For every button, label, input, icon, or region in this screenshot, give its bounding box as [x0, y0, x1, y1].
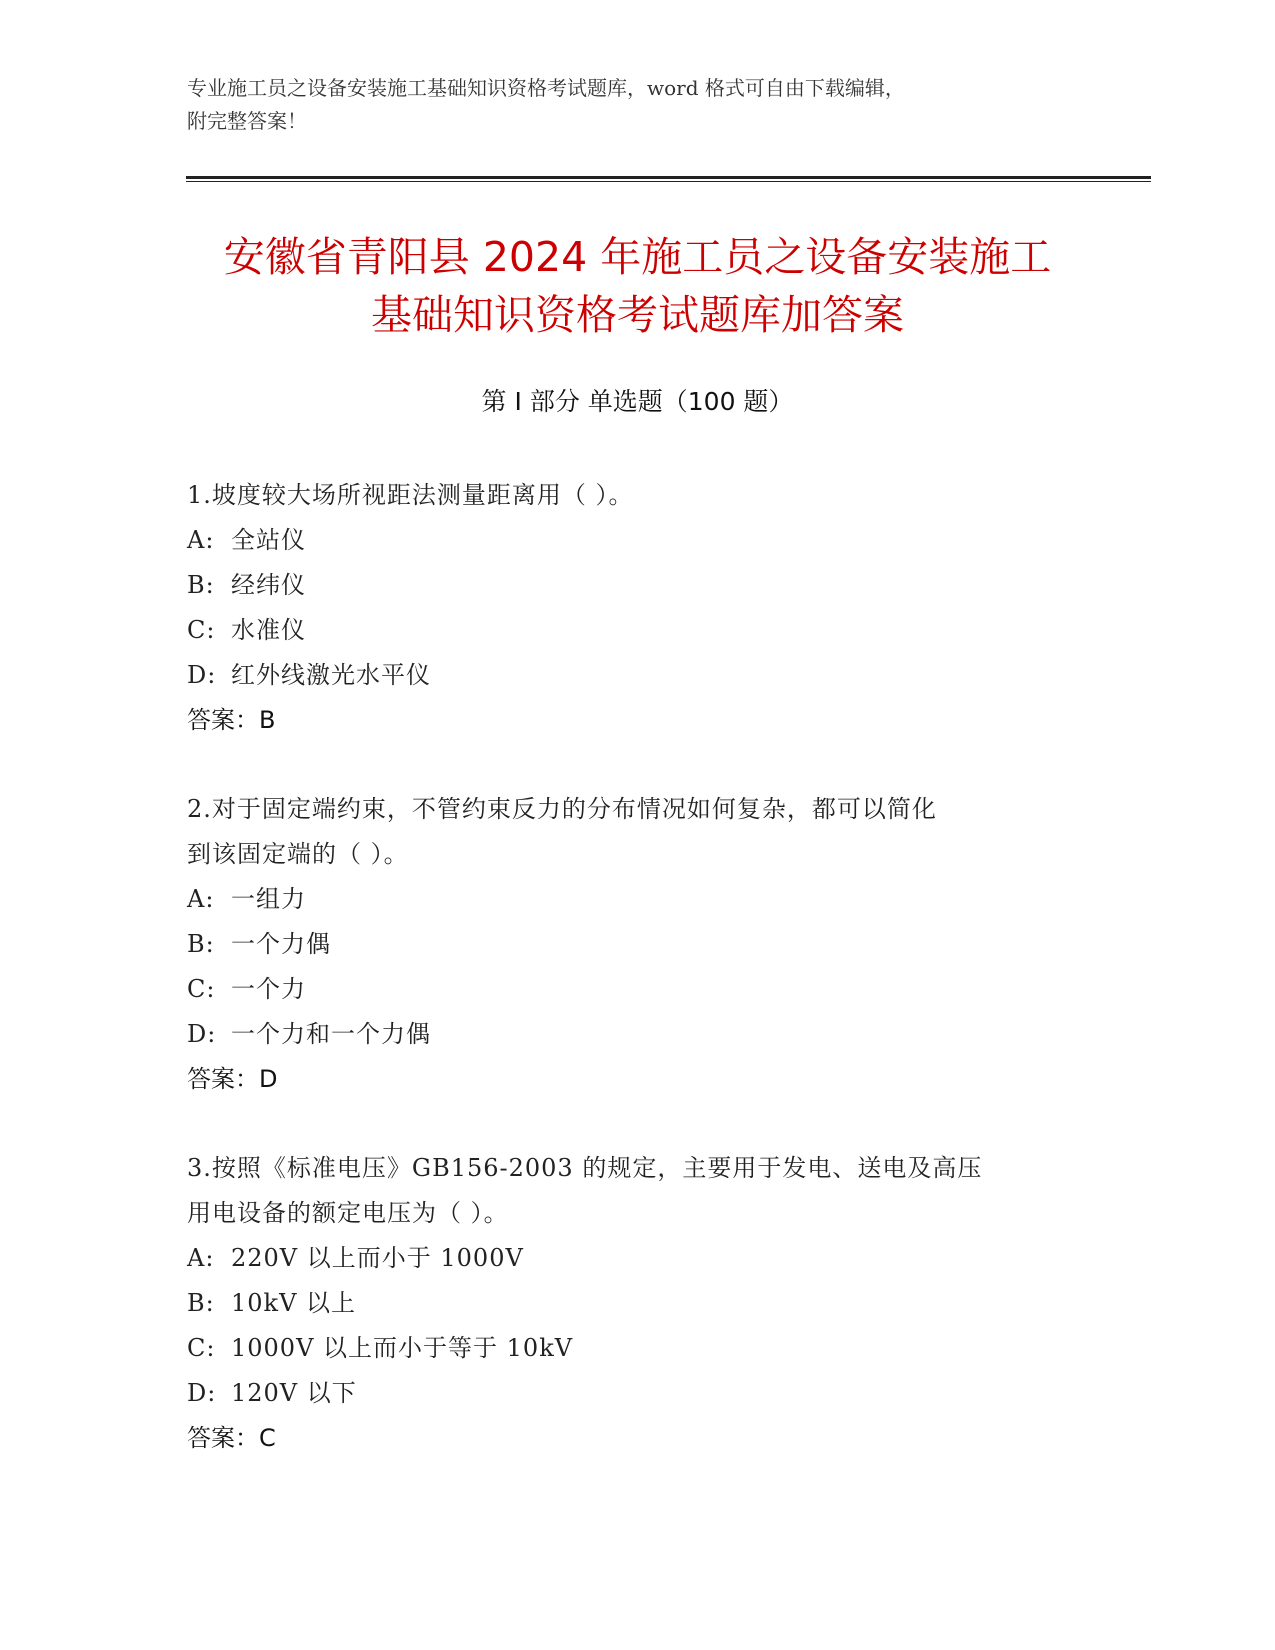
question-stem: 3.按照《标准电压》GB156-2003 的规定，主要用于发电、送电及高压	[187, 1154, 983, 1182]
question-stem-continuation: 到该固定端的（ ）。	[187, 840, 409, 868]
option-label: A:	[187, 885, 215, 913]
header-divider-thin	[186, 181, 1151, 182]
option-text: 经纬仪	[231, 571, 306, 599]
option-d	[187, 653, 1077, 698]
question-stem-continuation: 用电设备的额定电压为（ ）。	[187, 1199, 509, 1227]
question-item	[187, 1146, 1077, 1461]
question-item	[187, 473, 1077, 743]
option-text: 一个力和一个力偶	[231, 1020, 431, 1048]
question-stem: 1.坡度较大场所视距法测量距离用（ ）。	[187, 481, 634, 509]
option-b	[187, 1281, 1077, 1326]
option-text: 220V 以上而小于 1000V	[231, 1244, 524, 1272]
option-label: B:	[187, 930, 215, 958]
header-note	[187, 72, 1087, 138]
question-item	[187, 787, 1077, 1102]
option-text: 一个力偶	[231, 930, 331, 958]
option-c	[187, 1326, 1077, 1371]
option-b	[187, 563, 1077, 608]
answer-line: 答案：B	[187, 706, 276, 734]
option-text: 水准仪	[231, 616, 306, 644]
option-text: 全站仪	[231, 526, 306, 554]
option-label: C:	[187, 1334, 216, 1362]
option-label: A:	[187, 1244, 215, 1272]
option-c	[187, 608, 1077, 653]
question-list	[187, 473, 1077, 1505]
option-label: C:	[187, 975, 216, 1003]
section-heading: 第 I 部分 单选题（100 题）	[481, 387, 794, 416]
option-a	[187, 1236, 1077, 1281]
option-label: A:	[187, 526, 215, 554]
option-text: 红外线激光水平仪	[231, 661, 431, 689]
title-line: 基础知识资格考试题库加答案	[371, 291, 904, 339]
option-text: 一组力	[231, 885, 306, 913]
option-label: B:	[187, 1289, 215, 1317]
option-b	[187, 922, 1077, 967]
option-d	[187, 1012, 1077, 1057]
option-label: B:	[187, 571, 215, 599]
title-line: 安徽省青阳县 2024 年施工员之设备安装施工	[223, 233, 1052, 281]
option-label: D:	[187, 1379, 217, 1407]
document-title	[160, 228, 1115, 344]
option-a	[187, 518, 1077, 563]
option-d	[187, 1371, 1077, 1416]
header-note-line: 附完整答案！	[187, 109, 307, 133]
option-text: 120V 以下	[231, 1379, 357, 1407]
header-divider	[186, 176, 1151, 179]
option-text: 10kV 以上	[231, 1289, 357, 1317]
answer-line: 答案：D	[187, 1065, 278, 1093]
answer-line: 答案：C	[187, 1424, 276, 1452]
option-text: 一个力	[231, 975, 306, 1003]
question-stem: 2.对于固定端约束，不管约束反力的分布情况如何复杂，都可以简化	[187, 795, 937, 823]
header-note-line: 专业施工员之设备安装施工基础知识资格考试题库，word 格式可自由下载编辑，	[187, 76, 905, 100]
option-label: D:	[187, 1020, 217, 1048]
option-c	[187, 967, 1077, 1012]
option-text: 1000V 以上而小于等于 10kV	[231, 1334, 574, 1362]
option-a	[187, 877, 1077, 922]
option-label: C:	[187, 616, 216, 644]
option-label: D:	[187, 661, 217, 689]
